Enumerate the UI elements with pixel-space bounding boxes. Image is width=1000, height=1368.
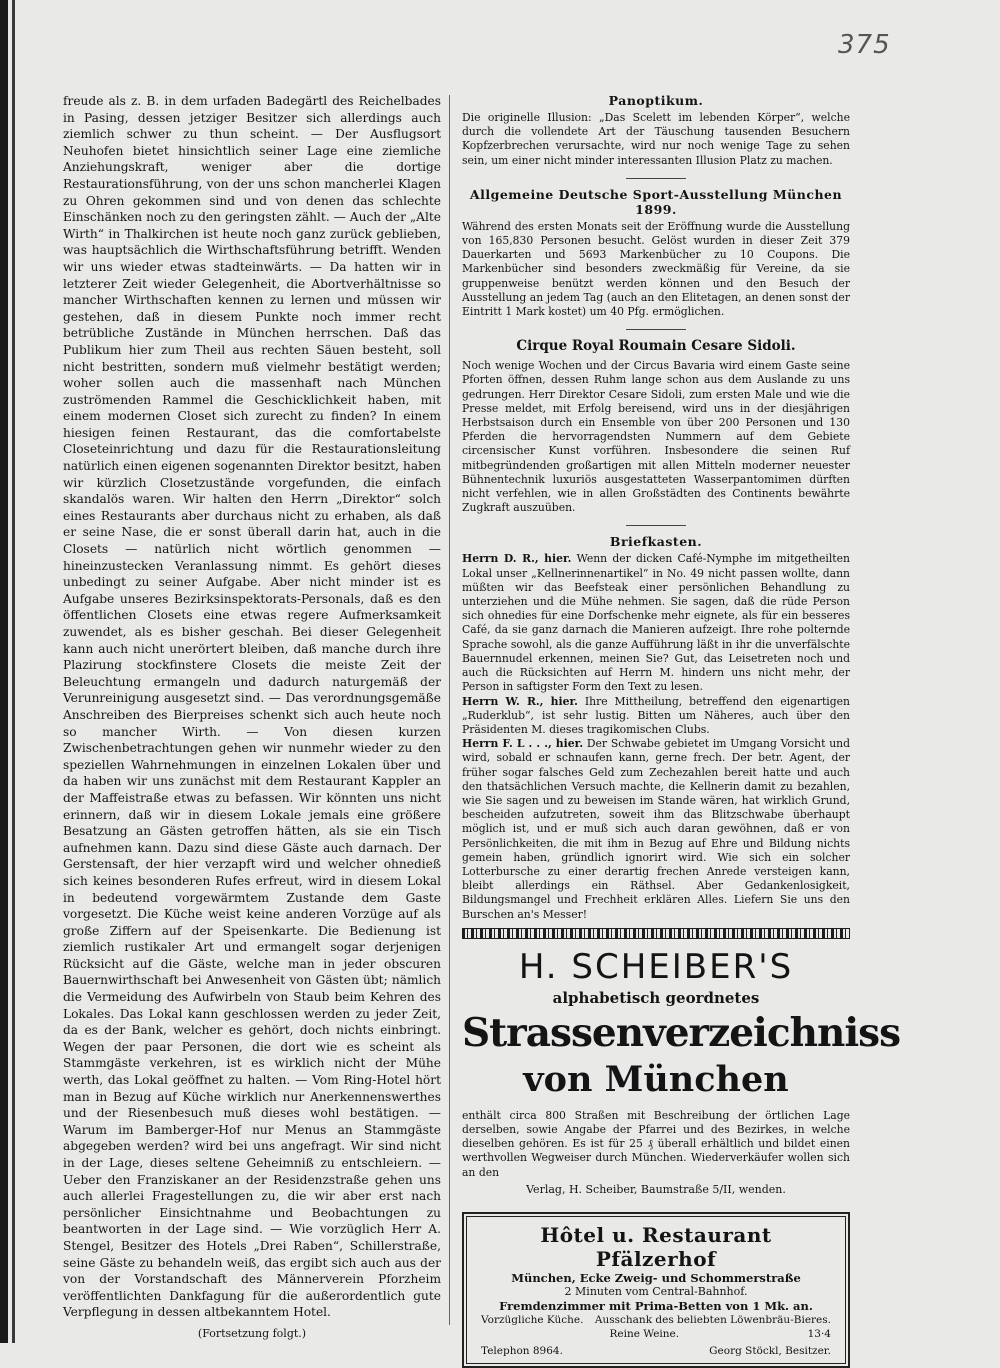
letter-text: Der Schwabe gebietet im Umgang Vorsicht und wird, sobald er schnaufen kann, gerne frech. Der betr. Agent, der früher sogar falsches Geld zum Zechezahlen bereit hatte und auch den thatsächlichen Versuch machte, die Kellnerin damit zu bezahlen, wie Sie sagen und zu beweisen im Stande wären, hat wirklich Grund, bescheiden aufzutreten, soweit ihm das Blitzschwabe überhaupt möglich ist, und er muß sich auch daran gewöhnen, daß er von Persönlichkeiten, die mit ihm in Bezug auf Ehre und Bildung nichts gemein haben, gründlich ignorirt wird. Wie sich ein solcher Lotterbursche zu einer derartig frechen Anrede versteigen kann, bleibt allerdings ein Räthsel. Aber Gedankenlosigkeit, Bildungsmangel und Frechheit erklären Alles. Liefern Sie uns den Burschen an's Messer! bbox=[462, 737, 851, 921]
hotel-footer bbox=[481, 1345, 831, 1357]
hotel-distance: 2 Minuten vom Central-Bahnhof. bbox=[564, 1284, 748, 1298]
hotel-rooms: Fremdenzimmer mit Prima-Betten von 1 Mk. an. bbox=[499, 1298, 813, 1313]
scheiber-headline: Strassenverzeichniss bbox=[462, 1009, 901, 1056]
ornamental-border bbox=[462, 928, 850, 939]
hotel-wine: Reine Weine. bbox=[609, 1327, 680, 1340]
sport-text: Während des ersten Monats seit der Eröffnung wurde die Ausstellung von 165,830 Personen besucht. Gelöst wurden in dieser Zeit 379 Dauerkarten und 5693 Markenbücher zu 10 Coupons. Die Markenbücher sind besonders zweckmäßig für Vereine, da sie gruppenweise benützt werden können und den Besuch der Ausstellung an jedem Tag (auch an den Elitetagen, an denen sonst der Eintritt 1 Mark kostet) um 40 Pfg. ermöglichen. bbox=[462, 219, 850, 319]
sport-section bbox=[462, 187, 850, 319]
cirque-title: Cirque Royal Roumain Cesare Sidoli. bbox=[516, 338, 796, 355]
section-rule bbox=[626, 178, 686, 179]
hotel-address: München, Ecke Zweig- und Schommerstraße bbox=[511, 1270, 801, 1285]
panoptikum-text: Die originelle Illusion: „Das Scelett im lebenden Körper“, welche durch die vollendete Art der Täuschung tausenden Besuchern Kopfzerbrechen verursachte, wird nur noch wenige Tage zu sehen sein, um einer nicht minder interessanten Illusion Platz zu machen. bbox=[462, 111, 850, 167]
left-column-text: freude als z. B. in dem urfaden Badegärtl des Reichelbades in Pasing, dessen jetziger Besitzer sich allerdings auch ziemlich schwer zu thun scheint. — Der Ausflugsort Neuhofen bietet hinsichtlich seiner Lage eine ziemliche Anziehungskraft, weniger aber die dortige Restaurationsführung, von der uns schon mancherlei Klagen zu Ohren gekommen sind und von denen das schlechte Einschänken noch zu den geringsten zählt. — Auch der „Alte Wirth“ in Thalkirchen ist heute noch ganz zurück geblieben, was hauptsächlich die Wirthschaftsführung betrifft. Wenden wir uns wieder etwas stadteinwärts. — Da hatten wir in letzterer Zeit wieder Gelegenheit, die Abortverhältnisse so mancher Wirthschaften kennen zu lernen und müssen wir gestehen, daß in diesem Punkte noch immer recht betrübliche Zustände in München herrschen. Daß das Publikum hier zum Theil aus rechten Säuen besteht, soll nicht bestritten, sondern muß vielmehr bestätigt werden; woher sollen auch die massenhaft nach München zuströmenden Rammel die Geschicklichkeit haben, mit einem modernen Closet sich zurecht zu finden? In einem hiesigen feinen Restaurant, das die comfortabelste Closeteinrichtung und dazu für die Restaurationsleitung natürlich einen eigenen sogenannten Direktor besitzt, haben wir kürzlich Closetzustände vorgefunden, die einfach skandalös waren. Wir halten den Herrn „Direktor“ solch eines Restaurants aber durchaus nicht zu erhaben, als daß er seine Nase, die er sonst überall darin hat, auch in die Closets — natürlich nicht wörtlich genommen — hineinzustecken Veranlassung nimmt. Es gehört dieses unbedingt zu seiner Aufgabe. Aber nicht minder ist es Aufgabe unseres Bezirksinspektorats-Personals, daß es den öffentlichen Closets eine etwas regere Aufmerksamkeit zuwendet, als es bisher geschah. Bei dieser Gelegenheit kann auch nicht unerörtert bleiben, daß manche durch ihre Plazirung stockfinstere Closets die meiste Zeit der Beleuchtung ermangeln und dadurch naturgemäß der Verunreinigung ausgesetzt sind. — Das verordnungsgemäße Anschreiben des Bierpreises schenkt sich auch heute noch so mancher Wirth. — Von diesen kurzen Zwischenbetrachtungen gehen wir nunmehr wieder zu den speziellen Wahrnehmungen in einzelnen Lokalen über und da haben wir uns zunächst mit dem Restaurant Kappler an der Maffeistraße etwas zu befassen. Wir könnten uns nicht erinnern, daß wir in diesem Lokale jemals eine größere Besatzung an Gästen getroffen hätten, als sie ein Tisch aufnehmen kann. Dazu sind diese Gäste auch darnach. Der Gerstensaft, der hier verzapft wird und welcher ohnedieß sich keines besonderen Rufes erfreut, wird in diesem Lokal in bedeutend vorgewärmtem Zustande dem Gaste vorgesetzt. Die Küche weist keine anderen Vorzüge auf als große Ziffern auf der Speisenkarte. Die Bedienung ist ziemlich rustikaler Art und ermangelt sogar derjenigen Rücksicht auf die Gäste, welche man in jeder obscuren Bauernwirthschaft bei Anwesenheit von Gästen übt; nämlich die Vermeidung des Aufwirbeln von Staub beim Kehren des Lokales. Das Lokal kann geschlossen werden zu jeder Zeit, da es der Bank, welcher es gehört, doch nichts einbringt. Wegen der paar Personen, die dort wie es scheint als Stammgäste verkehren, ist es wirklich nicht der Mühe werth, das Lokal geöffnet zu halten. — Vom Ring-Hotel hört man in Bezug auf Küche wirklich nur Anerkennenswerthes und der Riesenbesuch muß dieses wohl bestätigen. — Warum im Bamberger-Hof nur Menus an Stammgäste abgegeben werden? wird bei uns angefragt. Wir sind nicht in der Lage, dieses seltene Geheimniß zu entschleiern. — Ueber den Franziskaner an der Residenzstraße gehen uns auch allerlei Fragestellungen zu, die wir aber erst nach persönlicher Einsichtnahme und Beobachtungen zu beantworten in der Lage sind. — Wie vorzüglich Herr A. Stengel, Besitzer des Hotels „Drei Raben“, Schillerstraße, seine Gäste zu behandeln weiß, das ergibt sich auch aus der von der Vorstandschaft des Männerverein Pforzheim veröffentlichten Dankfagung für die außerordentlich gute Verpflegung in dessen altbekanntem Hotel. bbox=[63, 94, 441, 1320]
briefkasten-section bbox=[462, 534, 850, 921]
hotel-wine-row bbox=[481, 1327, 831, 1341]
hotel-owner: Georg Stöckl, Besitzer. bbox=[709, 1344, 831, 1357]
panoptikum-title: Panoptikum. bbox=[608, 93, 704, 108]
letter-text: Wenn der dicken Café-Nymphe im mitgetheilten Lokal unser „Kellnerinnenartikel“ in No. 49 nicht passen wollte, dann müßten wir das Beefsteak einer persönlichen Behandlung zu unterziehen und die Mühe nehmen. Sie sagen, daß die rüde Person sich ohnedies für eine Dorfschenke mehr eignete, als für ein besseres Café, da sie ganz darnach die Manieren aufzeigt. Ihre rohe polternde Sprache sowohl, als die ganze Aufführung läßt in ihr die unverfälschte Bauernnudel erkennen, meinen Sie? Gut, das Leisetreten noch und auch die Rücksichten auf Herrn M. hindern uns nicht mehr, der Person in saftigster Form den Text zu lesen. bbox=[462, 552, 850, 694]
continued-note: (Fortsetzung folgt.) bbox=[197, 1326, 307, 1340]
hotel-name: Hôtel u. Restaurant Pfälzerhof bbox=[540, 1222, 772, 1271]
hotel-advertisement bbox=[462, 1212, 850, 1368]
hotel-ad-inner bbox=[466, 1216, 846, 1364]
hotel-phone: Telephon 8964. bbox=[481, 1344, 563, 1357]
scheiber-advertisement bbox=[462, 946, 901, 1196]
scheiber-verlag: Verlag, H. Scheiber, Baumstraße 5/II, wenden. bbox=[526, 1182, 786, 1196]
section-rule bbox=[626, 525, 686, 526]
letter-item bbox=[462, 737, 850, 922]
panoptikum-section bbox=[462, 93, 850, 168]
page-binding-line bbox=[12, 0, 15, 1343]
letter-item bbox=[462, 695, 850, 738]
letter-addressee: Herrn F. L . . ., hier. bbox=[462, 737, 584, 751]
section-rule bbox=[626, 329, 686, 330]
hotel-kitchen: Vorzügliche Küche. bbox=[481, 1313, 584, 1326]
sport-title: Allgemeine Deutsche Sport-Ausstellung München 1899. bbox=[469, 186, 843, 217]
letter-addressee: Herrn D. R., hier. bbox=[462, 552, 572, 566]
scheiber-city: von München bbox=[523, 1058, 789, 1100]
cirque-text: Noch wenige Wochen und der Circus Bavaria wird einem Gaste seine Pforten öffnen, dessen Ruhm lange schon aus dem Auslande zu uns gedrungen. Herr Direktor Cesare Sidoli, zum ersten Male und wie die Presse meldet, mit Erfolg bereisend, wird uns in der diesjährigen Herbstsaison durch ein Ensemble von über 200 Personen und 130 Pferden die hervorragendsten Nummern auf dem Gebiete circensischer Kunst vorführen. Insbesondere die seinen Ruf mitbegründenden großartigen mit allen Mitteln moderner neuester Bühnentechnik luxuriös ausgestatteten Wasserpantomimen dürften nicht verfehlen, wie in allen Großstädten des Continents bewährte Zugkraft auszuüben. bbox=[462, 359, 850, 515]
letter-addressee: Herrn W. R., hier. bbox=[462, 694, 578, 708]
left-column bbox=[63, 93, 441, 1340]
right-column bbox=[462, 93, 901, 1368]
hotel-beer: Ausschank des beliebten Löwenbräu-Bieres. bbox=[594, 1313, 831, 1326]
hotel-kitchen-row bbox=[481, 1313, 831, 1327]
letter-item bbox=[462, 552, 850, 694]
cirque-section bbox=[462, 338, 850, 515]
scheiber-subtitle: alphabetisch geordnetes bbox=[552, 988, 760, 1007]
page-number: 375 bbox=[838, 30, 891, 60]
letter-text: Ihre Mittheilung, betreffend den eigenartigen „Ruderklub“, ist sehr lustig. Bitten um Näheres, auch über den Präsidenten M. dieses tragikomischen Clubs. bbox=[462, 694, 851, 736]
column-divider bbox=[449, 95, 450, 1325]
page-binding-edge bbox=[0, 0, 8, 1343]
scheiber-text: enthält circa 800 Straßen mit Beschreibung der örtlichen Lage derselben, sowie Angabe der Pfarrei und des Bezirkes, in welche dieselben gehören. Es ist für 25 ₰ überall erhältlich und bildet einen werthvollen Wegweiser durch München. Wiederverkäufer wollen sich an den bbox=[462, 1108, 850, 1179]
briefkasten-title: Briefkasten. bbox=[609, 534, 703, 550]
hotel-code: 13·4 bbox=[807, 1327, 831, 1340]
scheiber-name: H. SCHEIBER'S bbox=[518, 946, 794, 987]
